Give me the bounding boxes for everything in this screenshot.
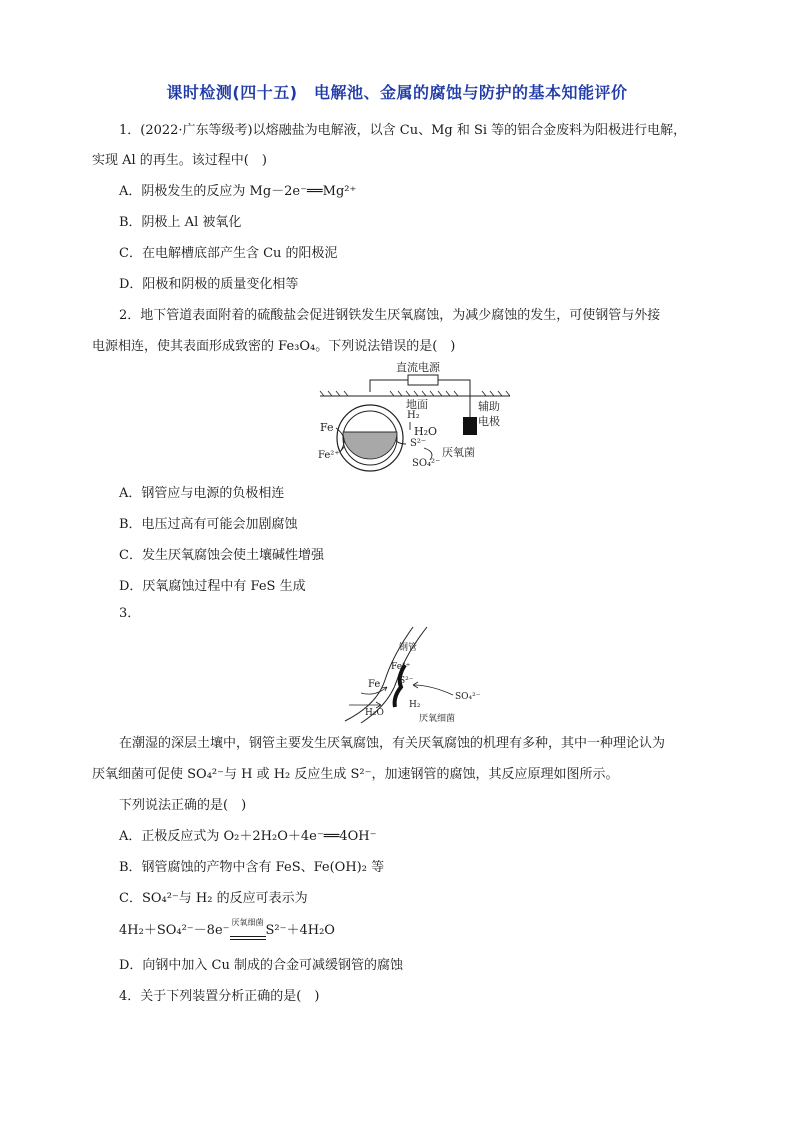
so4-label: SO₄²⁻ bbox=[412, 458, 441, 469]
pipe-curve-outer bbox=[345, 627, 413, 721]
h2o-label: H₂O bbox=[414, 425, 438, 438]
q2-option-b: B．电压过高有可能会加剧腐蚀 bbox=[119, 517, 298, 532]
aux-electrode-label-2: 电极 bbox=[478, 415, 500, 428]
wire-left bbox=[370, 380, 408, 392]
aux-electrode bbox=[463, 417, 477, 435]
power-supply-box bbox=[408, 375, 438, 385]
equation-arrow bbox=[230, 918, 266, 940]
page-title: 课时检测(四十五) 电解池、金属的腐蚀与防护的基本知能评价 bbox=[166, 83, 628, 102]
q1-option-c: C．在电解槽底部产生含 Cu 的阳极泥 bbox=[119, 246, 338, 261]
q2-option-d: D．厌氧腐蚀过程中有 FeS 生成 bbox=[119, 579, 306, 594]
q3-equation bbox=[119, 918, 335, 940]
q3-option-d: D．向钢中加入 Cu 制成的合金可减缓钢管的腐蚀 bbox=[119, 958, 404, 973]
q2-stem-line2: 电源相连，使其表面形成致密的 Fe₃O₄。下列说法错误的是( ) bbox=[92, 339, 456, 354]
ground-label: 地面 bbox=[406, 398, 428, 411]
so4-arrow bbox=[413, 685, 453, 695]
aux-electrode-label-1: 辅助 bbox=[478, 400, 500, 413]
q3-number: 3． bbox=[119, 606, 141, 621]
q2-option-c: C．发生厌氧腐蚀会使土壤碱性增强 bbox=[119, 548, 324, 563]
equation-condition: 厌氧细菌 bbox=[231, 918, 264, 927]
q2-figure bbox=[310, 360, 520, 478]
q3-figure bbox=[335, 625, 485, 725]
fe2-label: Fe²⁺ bbox=[318, 450, 340, 461]
s2-label: S²⁻ bbox=[410, 438, 427, 449]
bacteria-label: 厌氧细菌 bbox=[419, 714, 456, 724]
bacteria-label: 厌氧菌 bbox=[442, 446, 475, 459]
q4-stem: 4．关于下列装置分析正确的是( ) bbox=[119, 989, 320, 1004]
q2-option-a: A．钢管应与电源的负极相连 bbox=[119, 486, 285, 501]
equation-left: 4H₂＋SO₄²⁻－8e⁻ bbox=[119, 923, 230, 938]
fe-label: Fe bbox=[320, 421, 334, 434]
h2-label: H₂ bbox=[407, 410, 420, 421]
h2o-label: H₂O bbox=[365, 708, 384, 718]
q1-stem-line2: 实现 Al 的再生。该过程中( ) bbox=[92, 153, 267, 168]
power-supply-label: 直流电源 bbox=[396, 361, 440, 374]
ground-hatching bbox=[320, 391, 510, 396]
q3-option-b: B．钢管腐蚀的产物中含有 FeS、Fe(OH)₂ 等 bbox=[119, 860, 385, 875]
q1-option-b: B．阴极上 Al 被氧化 bbox=[119, 215, 242, 230]
q3-option-c: C．SO₄²⁻与 H₂ 的反应可表示为 bbox=[119, 891, 308, 906]
fe2-label: Fe²⁺ bbox=[391, 662, 411, 672]
q3-ask: 下列说法正确的是( ) bbox=[119, 798, 247, 813]
q2-stem-line1: 2．地下管道表面附着的硫酸盐会促进钢铁发生厌氧腐蚀，为减少腐蚀的发生，可使钢管与外接 bbox=[119, 308, 661, 323]
s2-label: S²⁻ bbox=[399, 676, 414, 686]
wire-right bbox=[438, 380, 470, 417]
q3-para-line1: 在潮湿的深层土壤中，钢管主要发生厌氧腐蚀，有关厌氧腐蚀的机理有多种，其中一种理论认为 bbox=[119, 736, 666, 751]
q3-para-line2: 厌氧细菌可促使 SO₄²⁻与 H 或 H₂ 反应生成 S²⁻，加速钢管的腐蚀，其反应原理如图所示。 bbox=[92, 767, 619, 782]
equation-right: S²⁻＋4H₂O bbox=[265, 923, 335, 938]
so4-label: SO₄²⁻ bbox=[455, 692, 481, 702]
q1-option-d: D．阳极和阴极的质量变化相等 bbox=[119, 277, 299, 292]
q1-stem-line1: 1．(2022·广东等级考)以熔融盐为电解液，以含 Cu、Mg 和 Si 等的铝合金废料为阳极进行电解， bbox=[119, 123, 687, 138]
pipe-label: 钢管 bbox=[399, 643, 418, 653]
q1-option-a: A．阴极发生的反应为 Mg－2e⁻══Mg²⁺ bbox=[119, 184, 357, 199]
q3-option-a: A．正极反应式为 O₂＋2H₂O＋4e⁻══4OH⁻ bbox=[119, 829, 377, 844]
h2-label: H₂ bbox=[409, 700, 421, 710]
fe-label: Fe bbox=[368, 679, 381, 690]
